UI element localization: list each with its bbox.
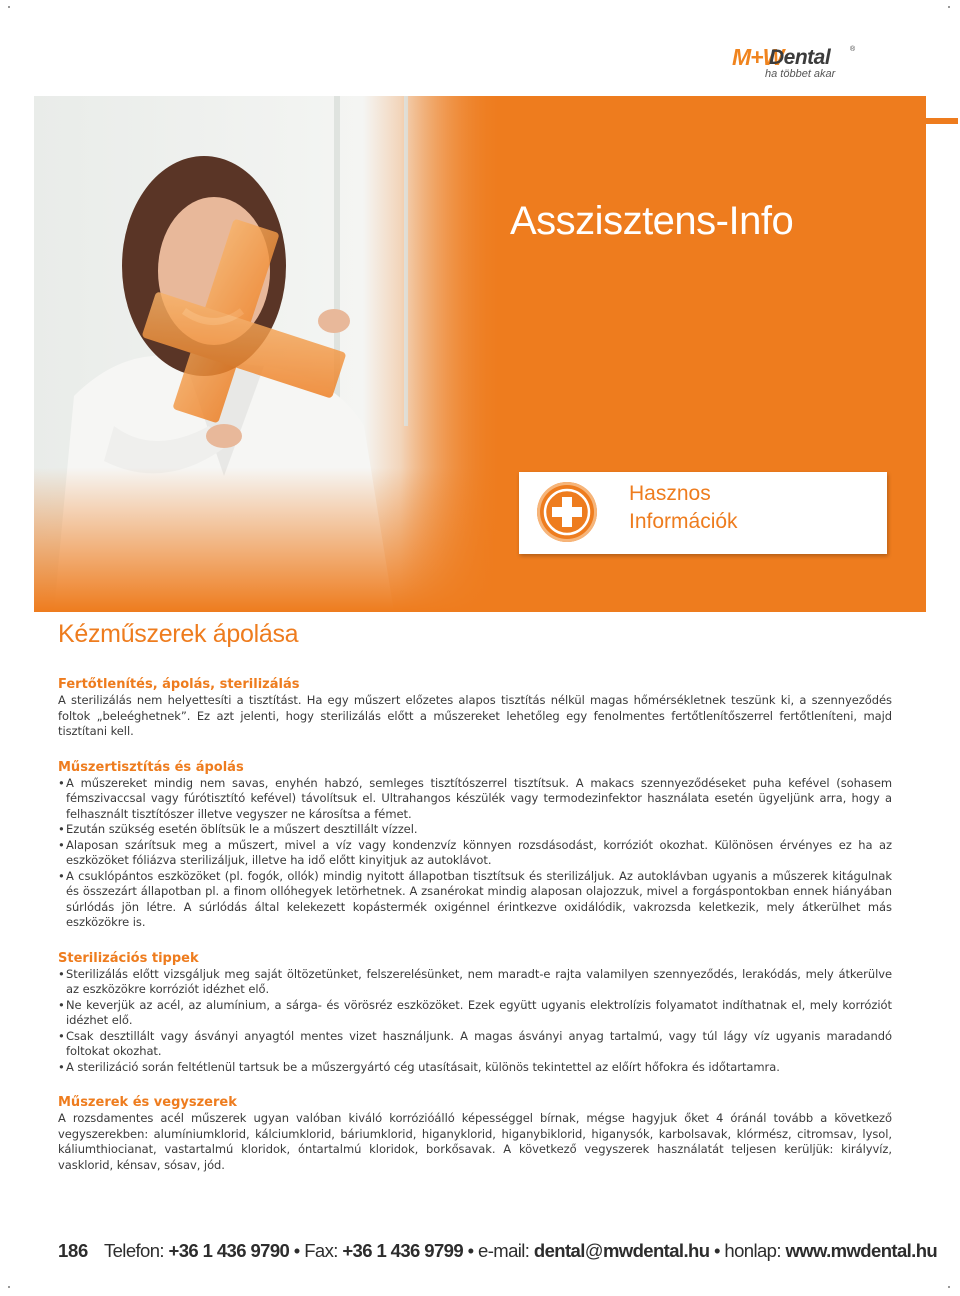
section-paragraph-fertotlenites: A sterilizálás nem helyettesíti a tisztítást. Ha egy műszert előzetes alapos tisztítás nélkül magas hőmérsékletnek teszünk ki, a szennyeződés foltok „beleéghetnek”. Ez azt jelenti, hogy sterilizálás előtt a műszereket lehetőleg egy fenolmentes fertőtlenítőszerrel fertőtleníteni, majd tisztítani kell. [58,693,892,738]
section-title-muszertisztitas: Műszertisztítás és ápolás [58,759,244,775]
list-item: • Csak desztillált vagy ásványi anyagtól mentes vizet használjunk. A magas ásványi anyag tartalmú, vagy túl lágy víz ugyanis maradandó foltokat okozhat. [58,1028,892,1058]
crop-mark [948,1286,950,1288]
list-item-text: Ezután szükség esetén öblítsük le a műszert desztillált vízzel. [66,822,418,836]
web-label: honlap: [724,1240,786,1261]
separator: • [709,1240,725,1261]
hero-panel [34,96,926,612]
logo-tagline: ha többet akar [765,68,836,80]
section-title-muszerek-vegyszerek: Műszerek és vegyszerek [58,1095,237,1110]
info-box-text [629,480,738,536]
section-list-muszertisztitas [58,776,892,931]
list-item-text: Sterilizálás előtt vizsgáljuk meg saját öltözetünket, felszerelésünket, nem maradt-e rajta valamilyen szennyeződés, lerakódás, mely átkerülve az eszközökre korróziót idézhet elő. [66,966,892,996]
crop-mark [8,1286,10,1288]
list-item: • A csuklópántos eszközöket (pl. fogók, ollók) mindig nyitott állapotban tisztítsuk és sterilizáljuk. Az autoklávban ugyanis a műszerek kitágulnak és összezárt állapotban pl. a finom ollóhegyek letörhetnek. A zsanérokat mindig alaposan olajozzuk, mivel a forgáspontokban ennek hiányában súrlódás jön létre. A súrlódás által kelekezett kopástermék oxigénnel érintkezve oxidálódik, vakrozsda keletkezik, mely átkerülhet más eszközökre is. [58,868,892,929]
page-number: 186 [58,1240,88,1261]
section-title-sterilizacios-tippek: Sterilizációs tippek [58,950,199,966]
side-tab-marker [926,118,958,124]
separator: • [289,1240,305,1261]
info-box [519,472,887,554]
article [58,620,892,1173]
section-title-fertotlenites: Fertőtlenítés, ápolás, sterilizálás [58,677,300,692]
list-item: • A műszereket mindig nem savas, enyhén habzó, semleges tisztítószerrel tisztítsuk. A makacs szennyeződéseket puha kefével (sohasem fémszivaccsal vagy fúrótisztító kefével) távolítsuk el. Ultrahangos készülék vagy termodezinfektor használata esetén ügyeljünk arra, hogy a felhasznált tisztítószer illetve vegyszer ne károsítsa a fémet. [58,775,892,821]
email-at: @ [584,1240,603,1261]
email-domain[interactable]: mwdental.hu [602,1240,710,1261]
phone-label: Telefon: [103,1240,169,1261]
article-heading: Kézműszerek ápolása [58,620,299,648]
logo-mw-mark: M+W [732,44,784,70]
page-footer [58,1240,938,1262]
list-item: • Ezután szükség esetén öblítsük le a műszert desztillált vízzel. [58,822,418,836]
info-box-line1: Hasznos [629,482,711,505]
crop-mark [8,6,10,8]
list-item-text: Alaposan szárítsuk meg a műszert, mivel a víz vagy kondenzvíz könnyen rozsdásodást, korróziót okozhat. Különösen érvényes ez ha az eszközöket fóliázva sterilizáljuk, illetve ha idő előtt kinyitjuk az autoklávot. [66,837,892,867]
list-item-text: Ne keverjük az acél, az alumínium, a sárga- és vörösréz eszközöket. Ezek együtt ugyanis elektrolízis folyamatot indíthatnak el, mely korróziót idézhet elő. [66,997,892,1027]
crop-mark [948,6,950,8]
website-link[interactable]: www.mwdental.hu [785,1240,938,1261]
plus-icon [537,482,597,542]
logo-dental-word: Dental [769,46,831,69]
list-item-text: A sterilizáció során feltétlenül tartsuk be a műszergyártó cég utasításait, különös tekintettel az előírt hőfokra és időtartamra. [66,1059,780,1074]
section-list-sterilizacios-tippek [58,967,892,1076]
list-item: • Ne keverjük az acél, az alumínium, a sárga- és vörösréz eszközöket. Ezek együtt ugyanis elektrolízis folyamatot indíthatnak el, mely korróziót idézhet elő. [58,997,892,1027]
email-label: e-mail: [478,1240,534,1261]
list-item-text: A csuklópántos eszközöket (pl. fogók, ollók) mindig nyitott állapotban tisztítsuk és sterilizáljuk. Az autoklávban ugyanis a műszerek kitágulnak és összezárt állapotban pl. a finom ollóhegyek letörhetnek. A zsanérokat mindig alaposan olajozzuk, mivel a forgáspontokban ennek hiányában súrlódás jön létre. A súrlódás által kelekezett kopástermék oxigénnel érintkezve oxidálódik, vakrozsda keletkezik, mely átkerülhet más eszközökre is. [66,868,892,929]
list-item-text: A műszereket mindig nem savas, enyhén habzó, semleges tisztítószerrel tisztítsuk. A makacs szennyeződéseket puha kefével (sohasem fémszivaccsal vagy fúrótisztító kefével) távolítsuk el. Ultrahangos készülék vagy termodezinfektor használata esetén ügyeljünk arra, hogy a felhasznált tisztítószer illetve vegyszer ne károsítsa a fémet. [66,775,892,821]
page-title: Asszisztens-Info [510,199,794,243]
logo-registered-mark: ® [850,46,856,53]
fax-number: +36 1 436 9799 [342,1240,464,1261]
info-box-line2: Információk [629,510,738,533]
email-user: dental [533,1240,585,1261]
list-item: • Alaposan szárítsuk meg a műszert, mivel a víz vagy kondenzvíz könnyen rozsdásodást, korróziót okozhat. Különösen érvényes ez ha az eszközöket fóliázva sterilizáljuk, illetve ha idő előtt kinyitjuk az autoklávot. [58,837,892,867]
section-paragraph-muszerek-vegyszerek: A rozsdamentes acél műszerek ugyan valóban kiváló korrózióálló képességgel bírnak, mégse hagyjuk őket 4 óránál tovább a következő vegyszerekben: alumíniumklorid, kálciumklorid, báriumklorid, higanyklorid, higanybiklorid, higanysók, karbolsavak, klórmész, citromsav, lysol, káliumthiocianat, vastartalmú kloridok, óntartalmú kloridok, borkősavak. A következő vegyszerek használatát teljesen kerüljük: királyvíz, vasklorid, kénsav, sósav, jód. [58,1111,892,1172]
phone-number: +36 1 436 9790 [168,1240,290,1261]
separator: • [463,1240,479,1261]
list-item: • A sterilizáció során feltétlenül tartsuk be a műszergyártó cég utasításait, különös tekintettel az előírt hőfokra és időtartamra. [58,1059,780,1074]
list-item: • Sterilizálás előtt vizsgáljuk meg saját öltözetünket, felszerelésünket, nem maradt-e rajta valamilyen szennyeződés, lerakódás, mely átkerülve az eszközökre korróziót idézhet elő. [58,966,892,996]
hero-photo [34,96,504,612]
brand-logo [732,44,862,84]
fax-label: Fax: [304,1240,343,1261]
list-item-text: Csak desztillált vagy ásványi anyagtól mentes vizet használjunk. A magas ásványi anyag tartalmú, vagy túl lágy víz ugyanis maradandó foltokat okozhat. [66,1028,892,1058]
